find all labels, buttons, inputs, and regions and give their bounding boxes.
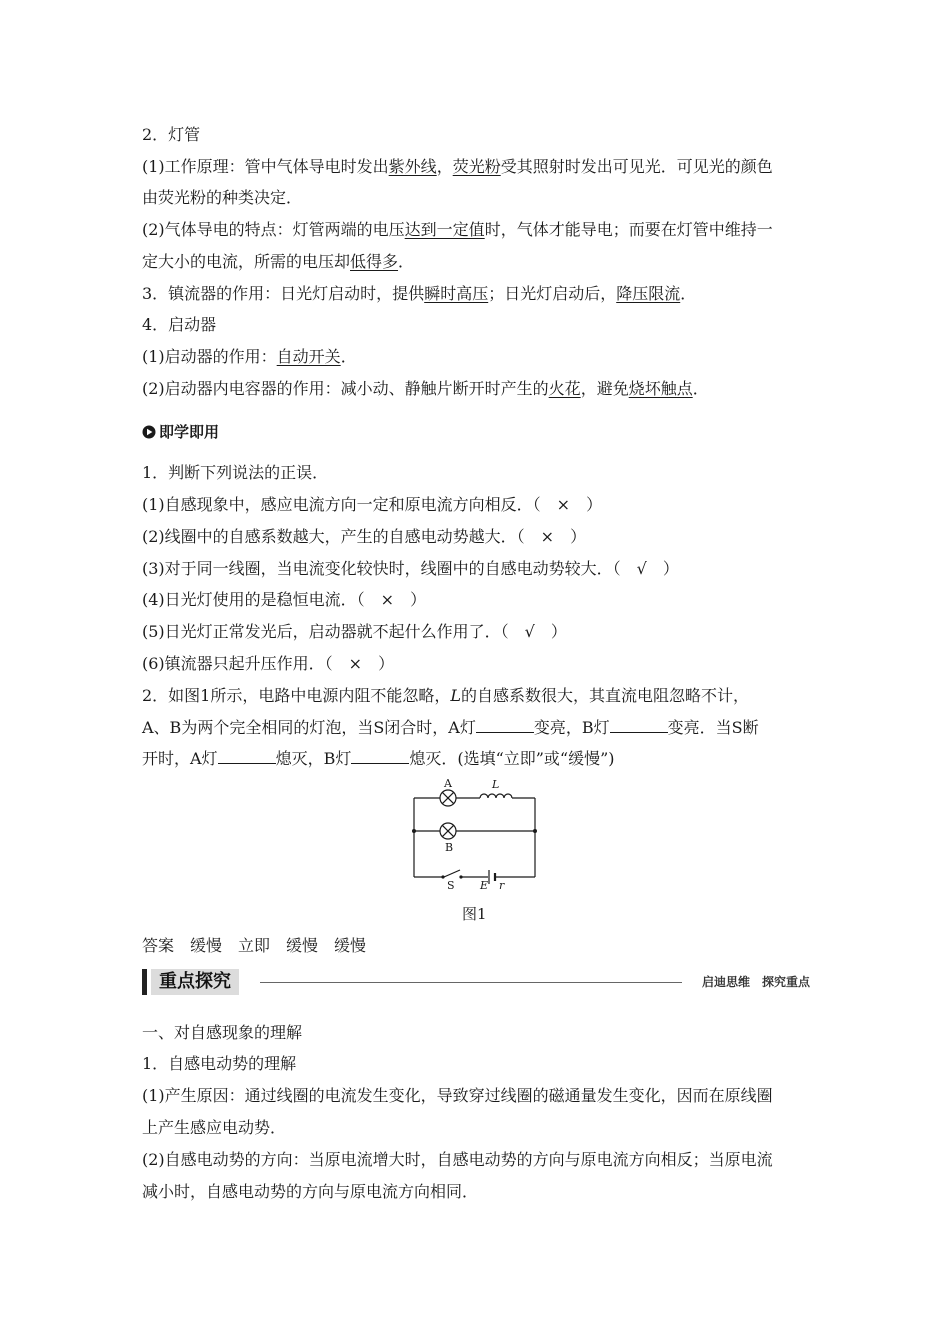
answer-underlined: 达到一定值 xyxy=(404,220,485,239)
gas-conduction-line2 xyxy=(142,252,414,272)
answer-blank xyxy=(476,718,534,733)
explore-paragraph-1b: 上产生感应电动势． xyxy=(142,1118,287,1137)
explore-paragraph-2b: 减小时，自感电动势的方向与原电流方向相同． xyxy=(142,1182,479,1201)
label-r: r xyxy=(499,879,505,892)
text: 变亮，B灯 xyxy=(533,718,610,737)
text: 时，气体才能导电；而要在灯管中维持一 xyxy=(484,220,773,239)
text: A、B为两个完全相同的灯泡，当S闭合时，A灯 xyxy=(142,718,476,737)
play-circle-icon xyxy=(142,425,156,439)
junction-dot xyxy=(412,829,416,833)
answer-blank xyxy=(610,718,668,733)
label-b: B xyxy=(445,841,454,854)
starter-function xyxy=(142,347,357,367)
section-subtitle: 启迪思维 探究重点 xyxy=(701,975,810,989)
answer-underlined: 紫外线 xyxy=(388,157,437,176)
label-l: L xyxy=(492,778,500,791)
text: (2)启动器内电容器的作用：减小动、静触片断开时产生的 xyxy=(142,379,549,398)
text: ，避免 xyxy=(580,379,629,398)
section-banner xyxy=(142,968,810,996)
text: 变亮．当S断 xyxy=(667,718,759,737)
text: 熄灭，B灯 xyxy=(275,749,352,768)
text: 熄灭．(选填“立即”或“缓慢”) xyxy=(409,749,615,768)
question-2-line3 xyxy=(142,749,615,769)
figure-caption: 图1 xyxy=(462,905,487,923)
section-bar xyxy=(142,969,147,995)
answer-underlined: 低得多 xyxy=(350,252,399,271)
text: ． xyxy=(398,252,415,271)
answer-blank xyxy=(351,749,409,764)
ballast-line xyxy=(142,284,696,304)
text: ， xyxy=(436,157,453,176)
explore-subheading: 1．自感电动势的理解 xyxy=(142,1054,297,1073)
text: (1)工作原理：管中气体导电时发出 xyxy=(142,157,389,176)
explore-paragraph-1a: (1)产生原因：通过线圈的电流发生变化，导致穿过线圈的磁通量发生变化，因而在原线圈 xyxy=(142,1086,773,1105)
text: ． xyxy=(680,284,697,303)
judge-item-6: (6)镇流器只起升压作用．（ × ） xyxy=(142,654,395,673)
answer-underlined: 火花 xyxy=(548,379,581,398)
judge-item-3: (3)对于同一线圈，当电流变化较快时，线圈中的自感电动势较大．（ √ ） xyxy=(142,559,679,578)
text: 的自感系数很大，其直流电阻忽略不计， xyxy=(461,686,750,705)
section-title: 重点探究 xyxy=(151,969,239,995)
answer-underlined: 降压限流 xyxy=(616,284,681,303)
explore-paragraph-2a: (2)自感电动势的方向：当原电流增大时，自感电动势的方向与原电流方向相反；当原电流 xyxy=(142,1150,773,1169)
answer-underlined: 烧坏触点 xyxy=(628,379,693,398)
question-2-line2 xyxy=(142,718,759,738)
question-2-line1 xyxy=(142,686,749,706)
capacitor-function xyxy=(142,379,709,399)
answer-underlined: 自动开关 xyxy=(276,347,341,366)
text: ；日光灯启动后， xyxy=(488,284,617,303)
text: 受其照射时发出可见光．可见光的颜色 xyxy=(500,157,773,176)
judge-item-5: (5)日光灯正常发光后，启动器就不起什么作用了．（ √ ） xyxy=(142,622,567,641)
text: ． xyxy=(340,347,357,366)
text: (2)气体导电的特点：灯管两端的电压 xyxy=(142,220,405,239)
practice-heading xyxy=(142,422,219,442)
question-1: 1．判断下列说法的正误． xyxy=(142,463,329,482)
text: 开时，A灯 xyxy=(142,749,218,768)
section-rule xyxy=(260,982,682,983)
switch-contact xyxy=(459,875,462,878)
label-a: A xyxy=(444,777,452,790)
label-e: E xyxy=(480,879,489,892)
lamp-principle-line2: 由荧光粉的种类决定． xyxy=(142,188,303,207)
judge-item-1: (1)自感现象中，感应电流方向一定和原电流方向相反．（ × ） xyxy=(142,495,603,514)
lamp-heading: 2．灯管 xyxy=(142,125,201,144)
text: 定大小的电流，所需的电压却 xyxy=(142,252,351,271)
inductor-coil xyxy=(480,794,512,798)
text: (1)启动器的作用： xyxy=(142,347,277,366)
inductor-symbol: L xyxy=(450,686,461,705)
circuit-diagram xyxy=(400,774,550,892)
switch-contact xyxy=(441,875,444,878)
text: 3．镇流器的作用：日光灯启动时，提供 xyxy=(142,284,425,303)
starter-heading: 4．启动器 xyxy=(142,315,217,334)
explore-heading: 一、对自感现象的理解 xyxy=(142,1023,303,1042)
text: 2．如图1所示，电路中电源内阻不能忽略， xyxy=(142,686,451,705)
judge-item-2: (2)线圈中的自感系数越大，产生的自感电动势越大．（ × ） xyxy=(142,527,587,546)
judge-item-4: (4)日光灯使用的是稳恒电流．（ × ） xyxy=(142,590,427,609)
answer-blank xyxy=(218,749,276,764)
answer-underlined: 瞬时高压 xyxy=(424,284,489,303)
lamp-principle-line1 xyxy=(142,157,773,177)
text: ． xyxy=(692,379,709,398)
label-s: S xyxy=(447,879,455,892)
answer-underlined: 荧光粉 xyxy=(452,157,501,176)
switch-s xyxy=(444,870,460,877)
answer-line: 答案 缓慢 立即 缓慢 缓慢 xyxy=(142,936,367,955)
junction-dot xyxy=(533,829,537,833)
practice-heading-text: 即学即用 xyxy=(159,423,220,441)
gas-conduction-line1 xyxy=(142,220,773,240)
